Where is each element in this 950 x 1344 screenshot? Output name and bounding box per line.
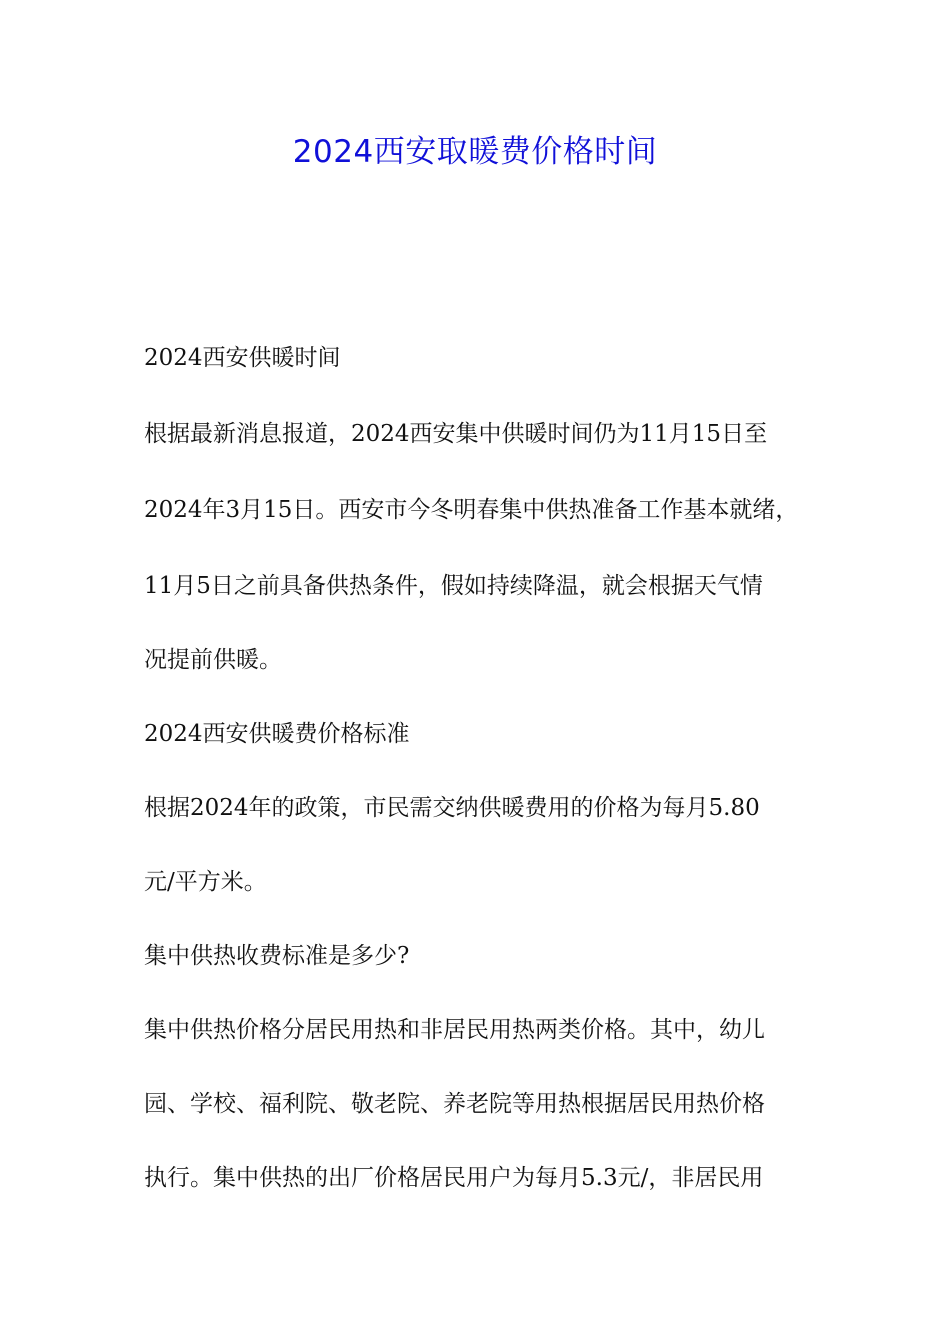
paragraph-line: 况提前供暖。 <box>144 647 282 673</box>
paragraph-line: 集中供热价格分居民用热和非居民用热两类价格。其中，幼儿 <box>144 1017 765 1043</box>
paragraph-line: 执行。集中供热的出厂价格居民用户为每月5.3元/，非居民用 <box>144 1165 764 1191</box>
paragraph-line: 根据2024年的政策，市民需交纳供暖费用的价格为每月5.80 <box>144 795 760 821</box>
paragraph-line: 11月5日之前具备供热条件，假如持续降温，就会根据天气情 <box>144 573 763 599</box>
paragraph-line: 元/平方米。 <box>144 869 267 895</box>
paragraph-line: 根据最新消息报道，2024西安集中供暖时间仍为11月15日至 <box>144 421 768 447</box>
section-heading-heating-time: 2024西安供暖时间 <box>144 345 341 371</box>
paragraph-line: 园、学校、福利院、敬老院、养老院等用热根据居民用热价格 <box>144 1091 765 1117</box>
paragraph-line: 2024年3月15日。西安市今冬明春集中供热准备工作基本就绪， <box>144 497 799 523</box>
document-title: 2024西安取暖费价格时间 <box>292 134 658 170</box>
section-heading-price-standard: 2024西安供暖费价格标准 <box>144 721 410 747</box>
section-heading-charge-standard: 集中供热收费标准是多少? <box>144 943 410 969</box>
